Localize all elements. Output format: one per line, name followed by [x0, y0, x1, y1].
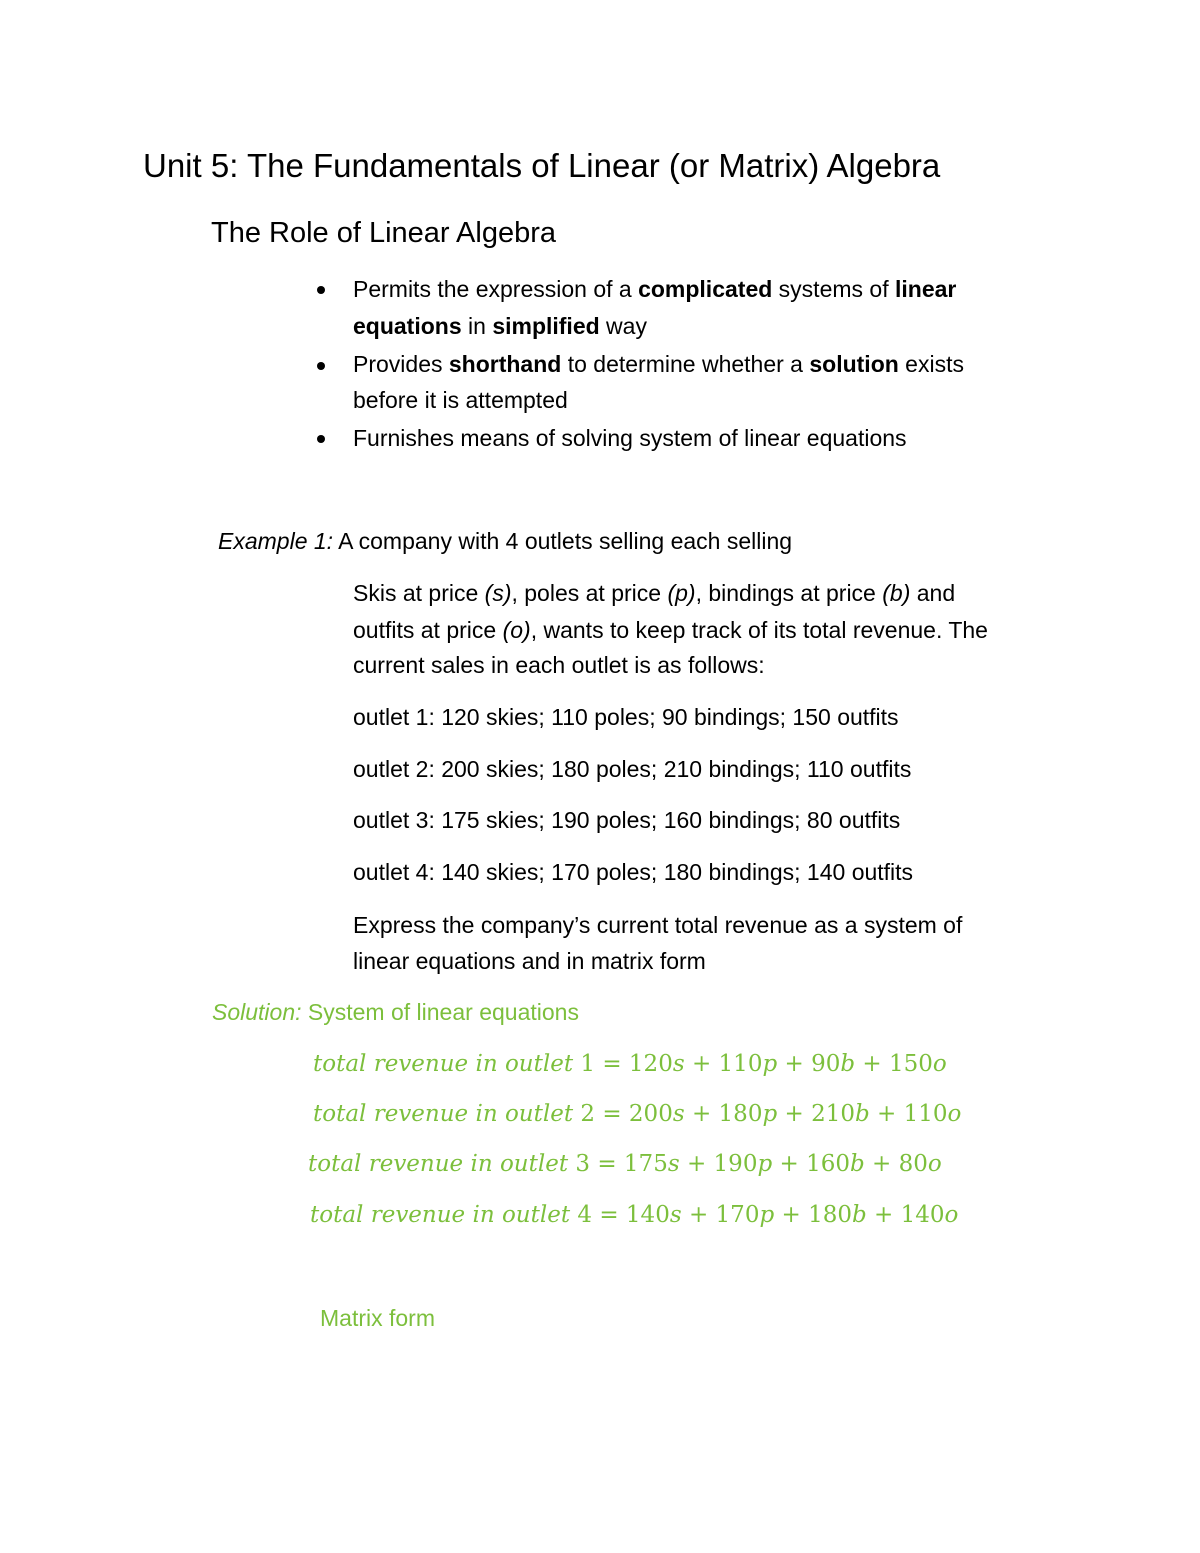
bullet-2-line-1 — [353, 346, 964, 382]
coefficient: 110 — [718, 1051, 763, 1077]
variable: o — [932, 1051, 947, 1077]
plus-sign: + — [777, 1101, 812, 1127]
outlet-line-4: outlet 4: 140 skies; 170 poles; 180 bindings; 140 outfits — [353, 859, 914, 885]
coefficient: 120 — [628, 1051, 673, 1077]
bullet-icon — [317, 435, 325, 443]
text-run: , poles at price — [511, 580, 668, 606]
task-line-1: Express the company’s current total revenue as a system of — [353, 912, 963, 938]
text-run: outfits at price — [353, 617, 503, 643]
outlet-line-1: outlet 1: 120 skies; 110 poles; 90 bindings; 150 outfits — [353, 704, 899, 730]
text-run: systems of — [772, 276, 895, 302]
equation-outlet-number: 2 = — [573, 1101, 629, 1127]
equation-lhs: total revenue in outlet — [310, 1202, 571, 1228]
bold-term: simplified — [492, 313, 600, 339]
text-run: way — [599, 313, 647, 339]
coefficient: 110 — [903, 1101, 948, 1127]
equation-4 — [310, 1197, 958, 1233]
price-variable: (p) — [667, 580, 696, 606]
coefficient: 210 — [811, 1101, 855, 1127]
text-run: Furnishes means of solving system of linear equations — [353, 425, 907, 451]
price-variable: (b) — [882, 580, 911, 606]
plus-sign: + — [855, 1051, 890, 1077]
example-desc-line-3: current sales in each outlet is as follows: — [353, 652, 765, 678]
variable: s — [672, 1051, 685, 1077]
text-run: , bindings at price — [695, 580, 883, 606]
plus-sign: + — [866, 1202, 901, 1228]
bold-term: solution — [809, 351, 899, 377]
variable: p — [757, 1151, 773, 1177]
price-variable: (o) — [502, 617, 531, 643]
equation-3 — [308, 1146, 942, 1182]
page-title: Unit 5: The Fundamentals of Linear (or Matrix) Algebra — [143, 147, 941, 184]
solution-label: Solution: — [212, 999, 302, 1025]
coefficient: 180 — [808, 1202, 852, 1228]
plus-sign: + — [774, 1202, 809, 1228]
bullet-1-line-1 — [353, 271, 956, 307]
outlet-line-3: outlet 3: 175 skies; 190 poles; 160 bindings; 80 outfits — [353, 807, 901, 833]
text-run: exists — [898, 351, 964, 377]
example-label: Example 1: — [218, 528, 334, 554]
plus-sign: + — [777, 1051, 812, 1077]
coefficient: 170 — [715, 1202, 760, 1228]
bold-term: linear — [895, 276, 957, 302]
text-run: Permits the expression of a — [353, 276, 639, 302]
text-run: Skis at price — [353, 580, 485, 606]
equation-2 — [313, 1096, 961, 1132]
solution-heading — [212, 994, 579, 1030]
text-run: and — [910, 580, 956, 606]
coefficient: 80 — [898, 1151, 928, 1177]
bullet-3-line-1 — [353, 420, 907, 456]
coefficient: 200 — [628, 1101, 673, 1127]
task-line-2: linear equations and in matrix form — [353, 948, 706, 974]
text-run: to determine whether a — [561, 351, 810, 377]
variable: p — [759, 1202, 775, 1228]
equation-lhs: total revenue in outlet — [313, 1101, 574, 1127]
variable: o — [944, 1202, 959, 1228]
bold-term: equations — [353, 313, 462, 339]
bullet-icon — [317, 286, 325, 294]
coefficient: 140 — [900, 1202, 945, 1228]
variable: p — [762, 1101, 778, 1127]
variable: b — [855, 1101, 870, 1127]
equation-outlet-number: 1 = — [573, 1051, 629, 1077]
bullet-2-line-2 — [353, 382, 568, 418]
coefficient: 190 — [713, 1151, 758, 1177]
bullet-1-line-2 — [353, 308, 647, 344]
plus-sign: + — [772, 1151, 807, 1177]
text-run: , wants to keep track of its total revenue. The — [530, 617, 988, 643]
plus-sign: + — [864, 1151, 899, 1177]
variable: p — [762, 1051, 778, 1077]
bullet-icon — [317, 362, 325, 370]
variable: b — [850, 1151, 865, 1177]
text-run: in — [461, 313, 493, 339]
equation-outlet-number: 4 = — [570, 1202, 626, 1228]
plus-sign: + — [681, 1202, 716, 1228]
text-run: Provides — [353, 351, 449, 377]
variable: b — [852, 1202, 867, 1228]
bold-term: complicated — [638, 276, 773, 302]
plus-sign: + — [679, 1151, 714, 1177]
solution-text: System of linear equations — [301, 999, 579, 1025]
coefficient: 175 — [623, 1151, 668, 1177]
coefficient: 90 — [811, 1051, 841, 1077]
variable: o — [927, 1151, 942, 1177]
text-run: before it is attempted — [353, 387, 568, 413]
variable: b — [840, 1051, 856, 1077]
equation-lhs: total revenue in outlet — [308, 1151, 569, 1177]
variable: s — [669, 1202, 682, 1228]
coefficient: 160 — [806, 1151, 850, 1177]
example-intro-text: A company with 4 outlets selling each selling — [333, 528, 793, 554]
plus-sign: + — [684, 1051, 719, 1077]
variable: o — [947, 1101, 962, 1127]
example-desc-line-2 — [353, 612, 988, 648]
price-variable: (s) — [484, 580, 512, 606]
coefficient: 150 — [889, 1051, 933, 1077]
coefficient: 140 — [625, 1202, 670, 1228]
plus-sign: + — [684, 1101, 719, 1127]
coefficient: 180 — [718, 1101, 763, 1127]
bold-term: shorthand — [448, 351, 562, 377]
outlet-line-2: outlet 2: 200 skies; 180 poles; 210 bindings; 110 outfits — [353, 756, 912, 782]
section-heading: The Role of Linear Algebra — [211, 217, 556, 249]
equation-1 — [313, 1046, 947, 1082]
example-desc-line-1 — [353, 575, 955, 611]
variable: s — [672, 1101, 685, 1127]
equation-outlet-number: 3 = — [568, 1151, 624, 1177]
equation-lhs: total revenue in outlet — [313, 1051, 574, 1077]
matrix-form-label: Matrix form — [320, 1305, 435, 1331]
example-intro — [218, 523, 792, 559]
variable: s — [667, 1151, 680, 1177]
plus-sign: + — [869, 1101, 904, 1127]
